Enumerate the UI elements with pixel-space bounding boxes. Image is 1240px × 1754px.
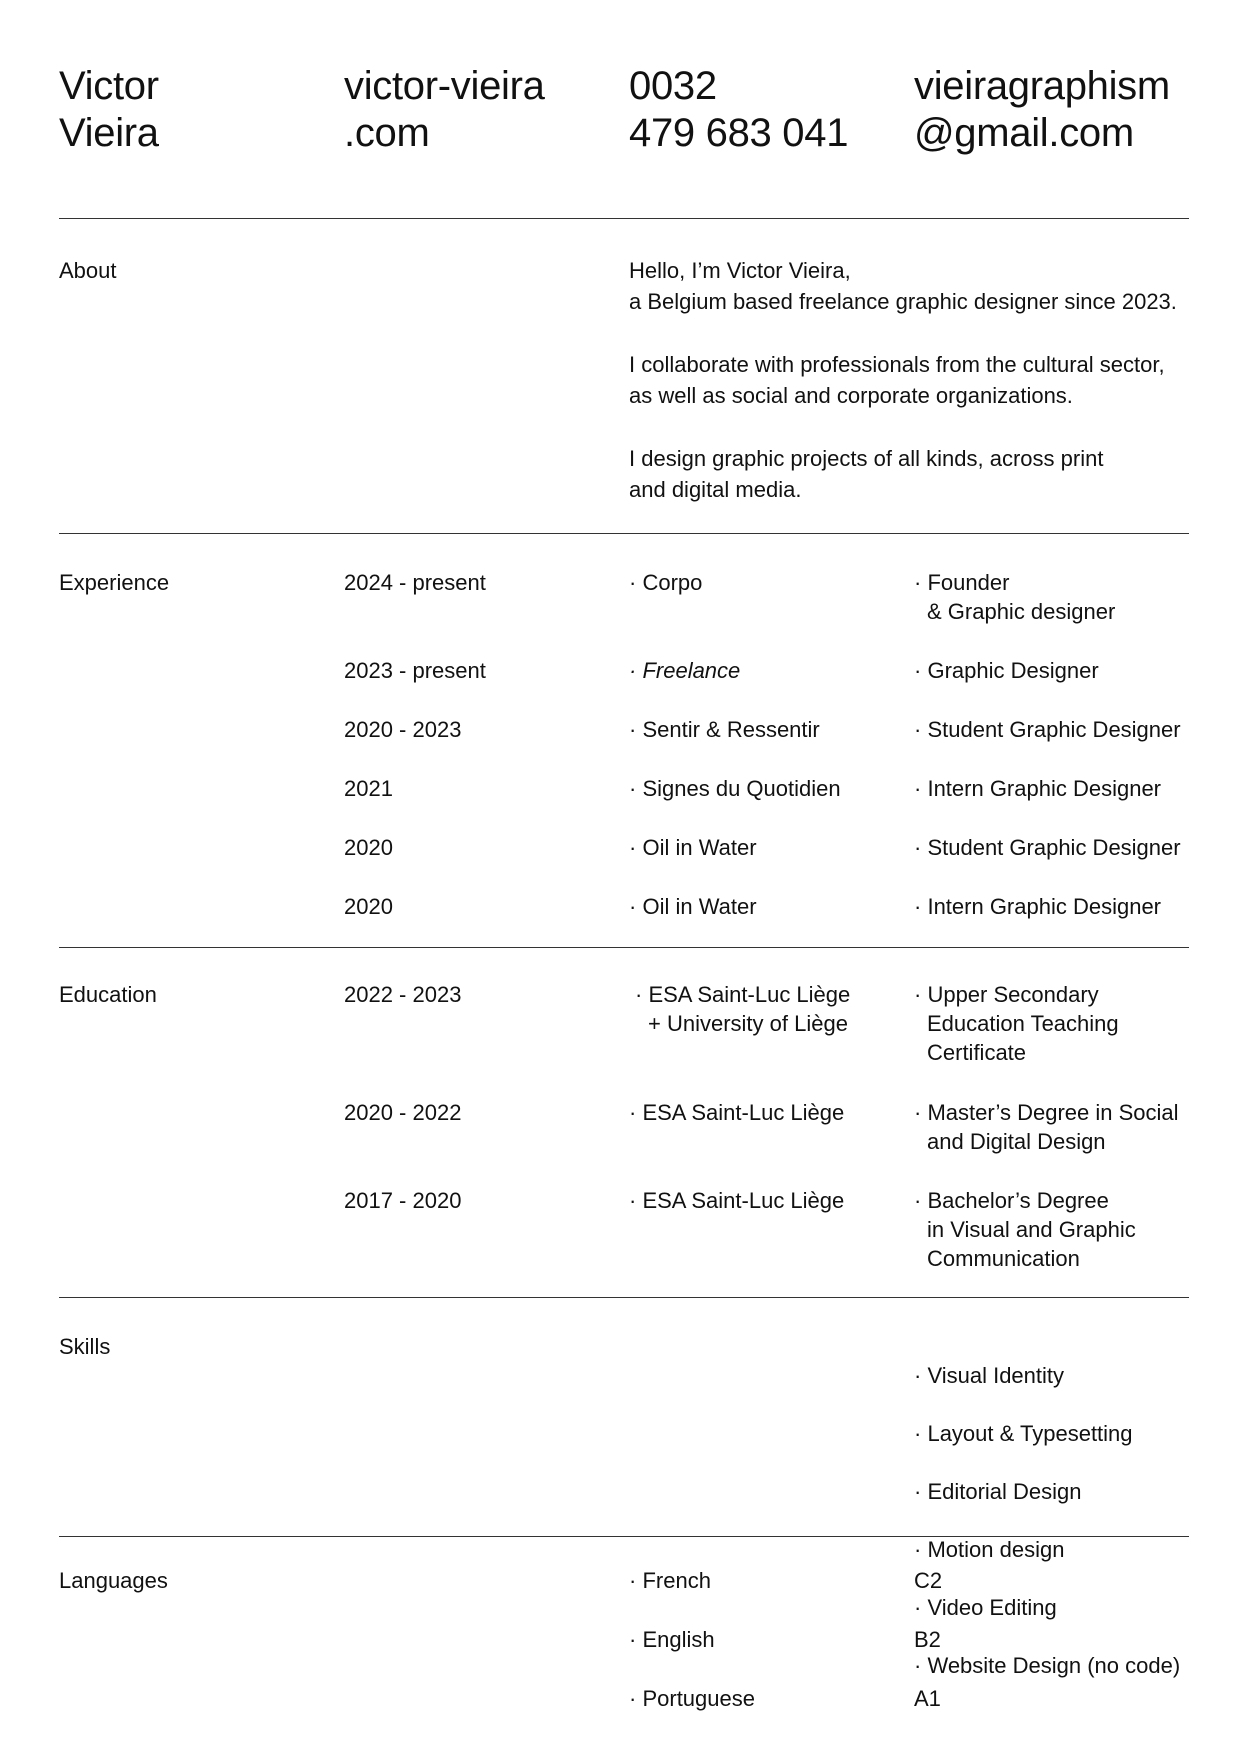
experience-years: 2024 - present <box>344 570 486 595</box>
about-label: About <box>59 258 117 283</box>
about-paragraph-1: Hello, I’m Victor Vieira, a Belgium based freelance graphic designer since 2023. <box>629 258 1177 314</box>
experience-years: 2020 <box>344 835 393 860</box>
about-paragraph-2: I collaborate with professionals from the cultural sector, as well as social and corporate organizations. <box>629 352 1165 408</box>
education-degree: · Upper Secondary Education Teaching Certificate <box>914 980 1119 1067</box>
skill-item: · Visual Identity <box>914 1361 1180 1390</box>
experience-years: 2021 <box>344 776 393 801</box>
skill-item: · Video Editing <box>914 1593 1180 1622</box>
divider <box>59 1297 1189 1298</box>
language-name: · Portuguese <box>629 1684 755 1713</box>
languages-label: Languages <box>59 1568 168 1593</box>
name-heading: Victor Vieira <box>59 64 159 155</box>
skills-label: Skills <box>59 1334 111 1359</box>
education-school: · ESA Saint-Luc Liège + University of Liège <box>635 980 850 1038</box>
experience-org: · Sentir & Ressentir <box>629 715 820 744</box>
about-paragraph-3: I design graphic projects of all kinds, across print and digital media. <box>629 446 1104 502</box>
experience-org: · Oil in Water <box>629 892 757 921</box>
experience-years: 2023 - present <box>344 658 486 683</box>
education-years: 2020 - 2022 <box>344 1100 462 1125</box>
divider <box>59 533 1189 534</box>
experience-role: · Student Graphic Designer <box>914 833 1181 862</box>
experience-role: · Intern Graphic Designer <box>914 774 1161 803</box>
experience-years: 2020 - 2023 <box>344 717 462 742</box>
divider <box>59 947 1189 948</box>
experience-role: · Student Graphic Designer <box>914 715 1181 744</box>
experience-years: 2020 <box>344 894 393 919</box>
experience-org: · Corpo <box>629 568 702 597</box>
language-name: · English <box>629 1625 715 1654</box>
language-level: C2 <box>914 1568 943 1593</box>
experience-role: · Graphic Designer <box>914 656 1099 685</box>
education-years: 2022 - 2023 <box>344 982 462 1007</box>
education-school: · ESA Saint-Luc Liège <box>629 1098 844 1127</box>
skill-item: · Motion design <box>914 1535 1180 1564</box>
education-degree: · Master’s Degree in Social and Digital Design <box>914 1098 1179 1156</box>
language-level: A1 <box>914 1686 941 1711</box>
education-school: · ESA Saint-Luc Liège <box>629 1186 844 1215</box>
experience-org: · Oil in Water <box>629 833 757 862</box>
language-name: · French <box>629 1566 711 1595</box>
skill-item: · Website Design (no code) <box>914 1651 1180 1680</box>
phone-number[interactable]: 0032 479 683 041 <box>629 64 849 155</box>
education-degree: · Bachelor’s Degree in Visual and Graphic Communication <box>914 1186 1136 1273</box>
skills-list <box>914 1332 1180 1709</box>
experience-org: · Signes du Quotidien <box>629 774 841 803</box>
website-link[interactable]: victor-vieira .com <box>344 64 545 155</box>
language-level: B2 <box>914 1627 941 1652</box>
experience-org: · Freelance <box>629 656 740 685</box>
education-years: 2017 - 2020 <box>344 1188 462 1213</box>
divider <box>59 218 1189 219</box>
email-link[interactable]: vieiragraphism @gmail.com <box>914 64 1170 155</box>
experience-role: · Intern Graphic Designer <box>914 892 1161 921</box>
skill-item: · Editorial Design <box>914 1477 1180 1506</box>
divider <box>59 1536 1189 1537</box>
education-label: Education <box>59 982 157 1007</box>
experience-role: · Founder & Graphic designer <box>914 568 1115 626</box>
skill-item: · Layout & Typesetting <box>914 1419 1180 1448</box>
experience-label: Experience <box>59 570 170 595</box>
